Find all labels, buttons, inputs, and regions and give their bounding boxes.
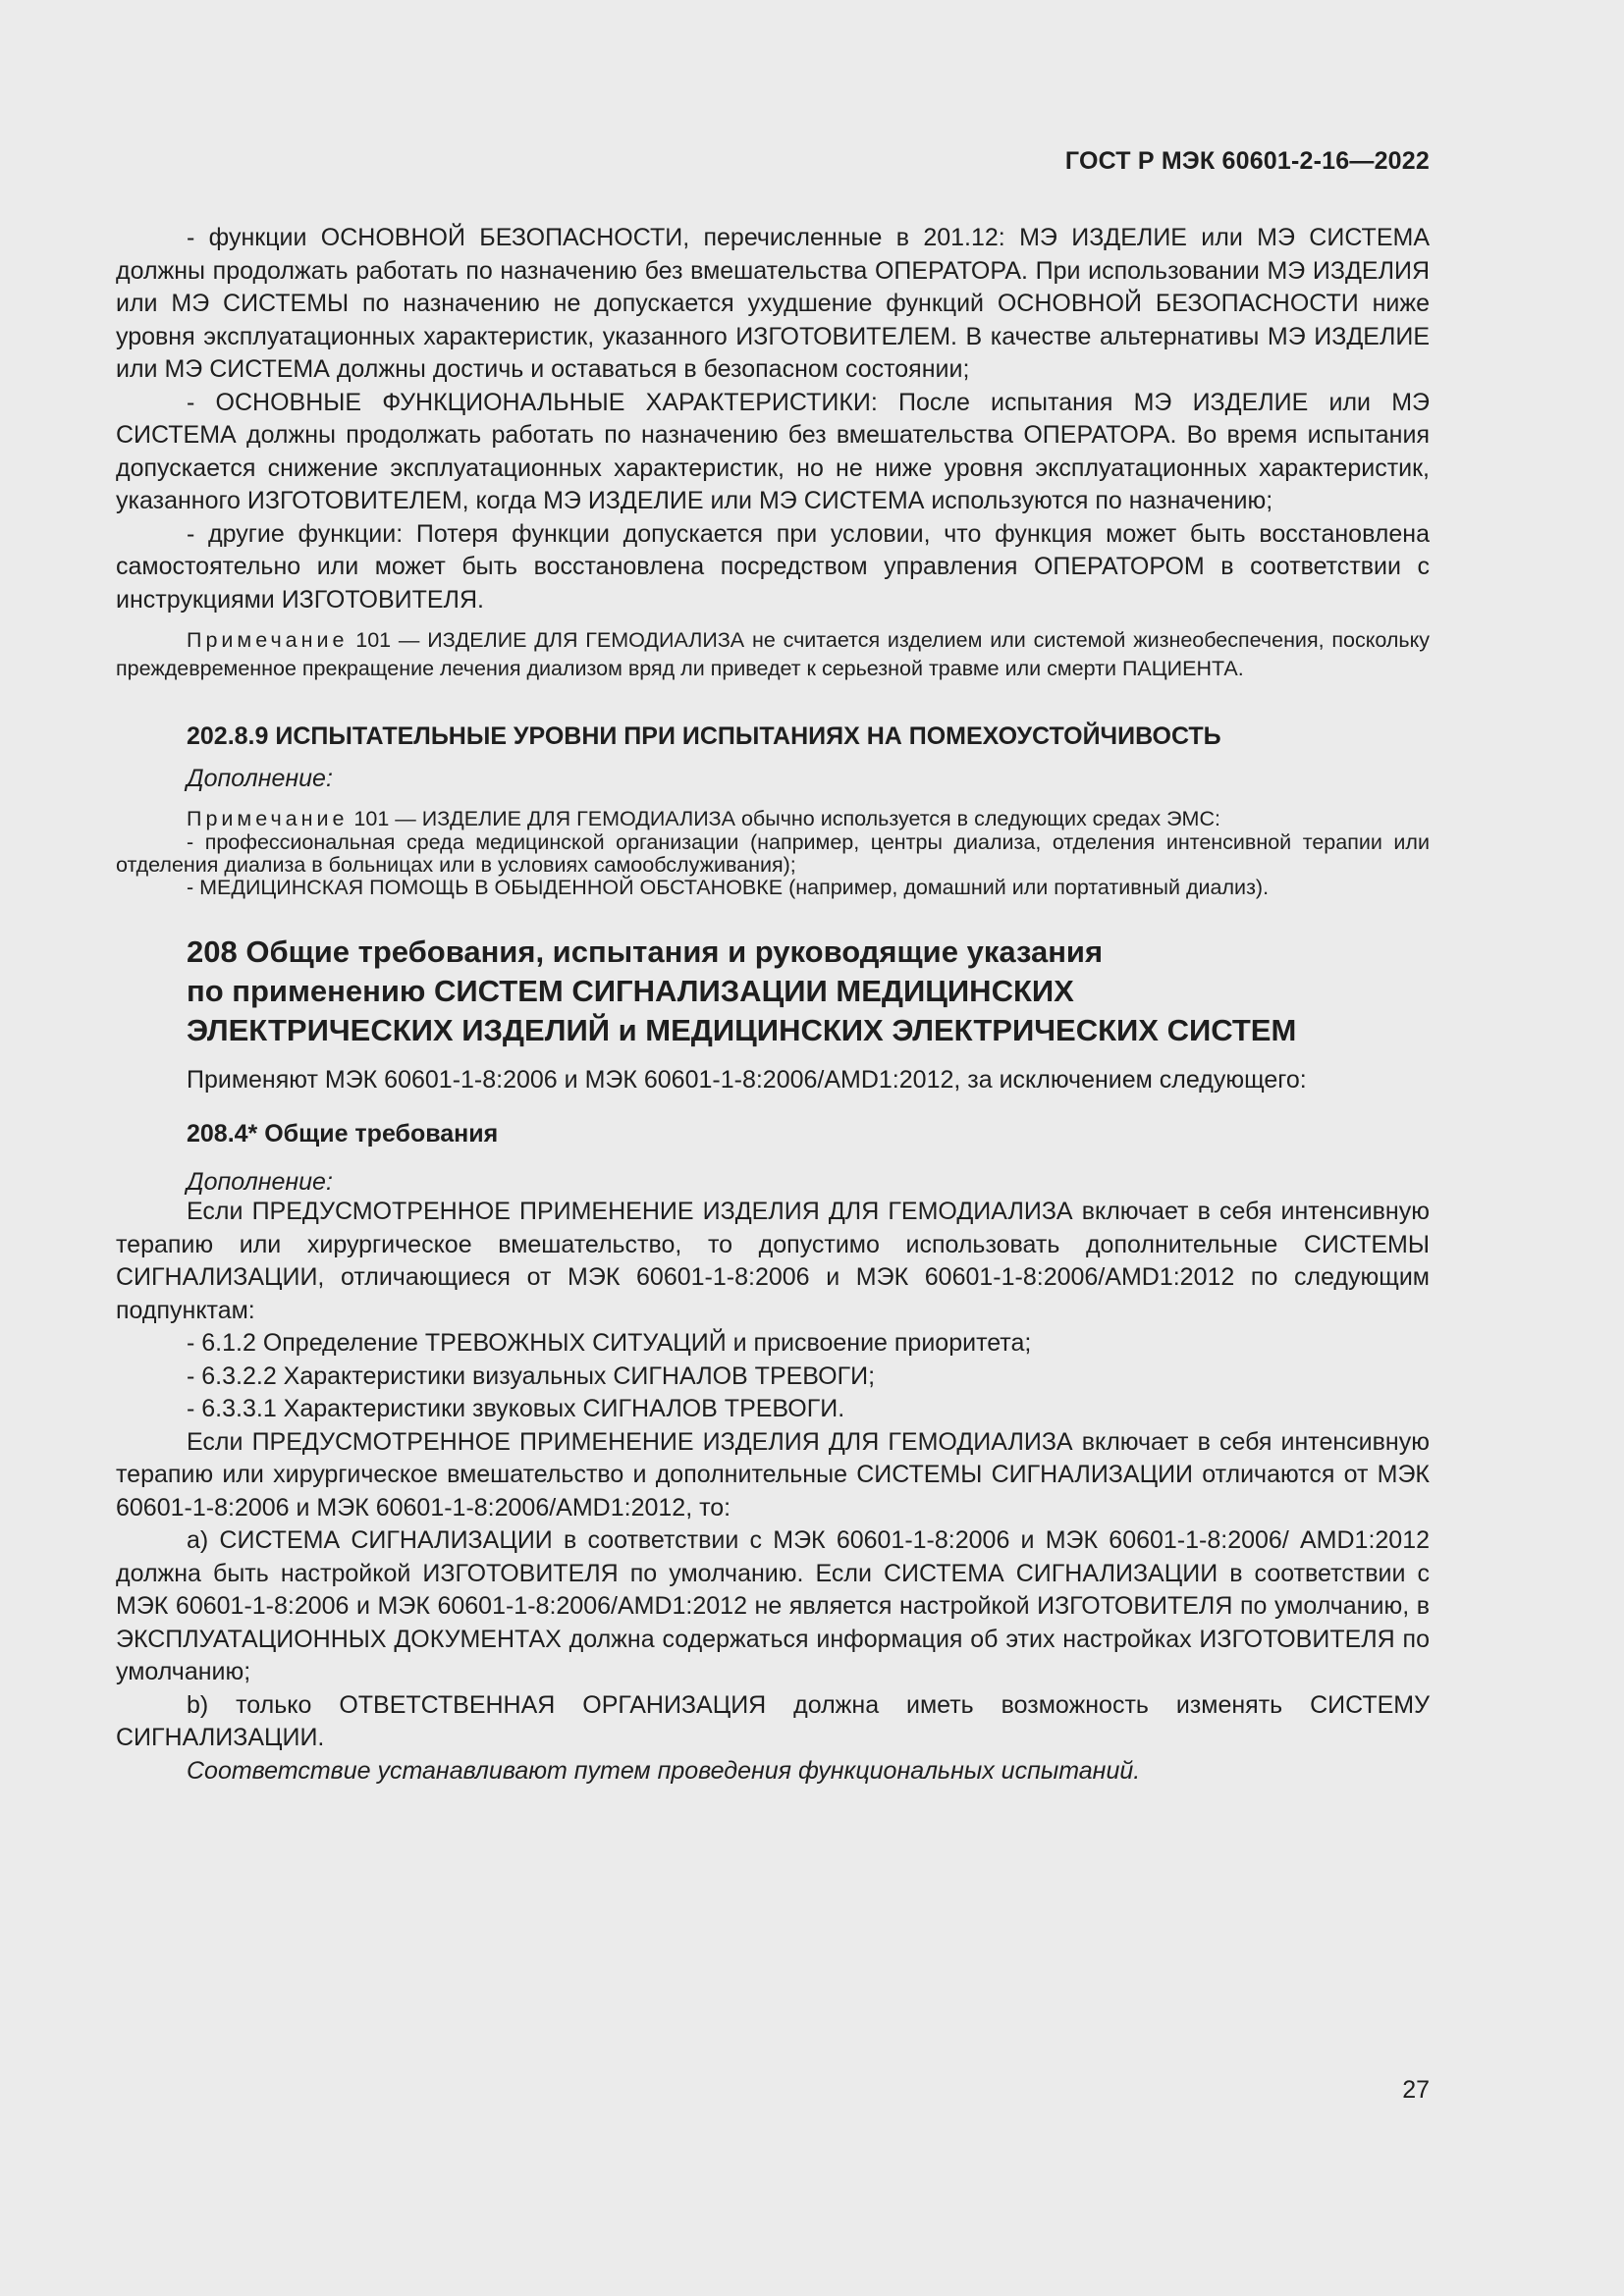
section-heading-208 (116, 933, 1430, 1050)
item-a: a) СИСТЕМА СИГНАЛИЗАЦИИ в соответствии с МЭК 60601-1-8:2006 и МЭК 60601-1-8:2006/ AMD1:2012 должна быть настройкой ИЗГОТОВИТЕЛЯ по умолчанию. Если СИСТЕМА СИГНАЛИЗАЦИИ в соответствии с МЭК 60601-1-8:2006 и МЭК 60601-1-8:2006/AMD1:2012 не является настройкой ИЗГОТОВИТЕЛЯ по умолчанию, в ЭКСПЛУАТАЦИОННЫХ ДОКУМЕНТАХ должна содержаться информация об этих настройках ИЗГОТОВИТЕЛЯ по умолчанию; (116, 1526, 1430, 1685)
item-b: b) только ОТВЕТСТВЕННАЯ ОРГАНИЗАЦИЯ должна иметь возможность изменять СИСТЕМУ СИГНАЛИЗАЦИИ. (116, 1690, 1430, 1751)
subsection-heading-208-4: 208.4* Общие требования (187, 1120, 499, 1148)
document-header: ГОСТ Р МЭК 60601-2-16—2022 (1064, 147, 1430, 175)
note-item-professional: - профессиональная среда медицинской организации (например, центры диализа, отделения интенсивной терапии или отделения диализа в больницах или в условиях самообслуживания); (116, 829, 1430, 877)
note-101-emc (116, 806, 1430, 831)
list-item-6-3-3-1: - 6.3.3.1 Характеристики звуковых СИГНАЛОВ ТРЕВОГИ. (187, 1395, 845, 1422)
paragraph-essential-performance: - ОСНОВНЫЕ ФУНКЦИОНАЛЬНЫЕ ХАРАКТЕРИСТИКИ: После испытания МЭ ИЗДЕЛИЕ или МЭ СИСТЕМА должны продолжать работать по назначению без вмешательства ОПЕРАТОРА. Во время испытания допускается снижение эксплуатационных характеристик, но не ниже уровня эксплуатационных характеристик, указанного ИЗГОТОВИТЕЛЕМ, когда МЭ ИЗДЕЛИЕ или МЭ СИСТЕМА используются по назначению; (116, 388, 1430, 514)
heading-208-line2: по применению СИСТЕМ СИГНАЛИЗАЦИИ МЕДИЦИНСКИХ (187, 973, 1074, 1008)
section-208-intro: Применяют МЭК 60601-1-8:2006 и МЭК 60601-1-8:2006/AMD1:2012, за исключением следующего: (187, 1065, 1307, 1094)
paragraph-basic-safety: - функции ОСНОВНОЙ БЕЗОПАСНОСТИ, перечисленные в 201.12: МЭ ИЗДЕЛИЕ или МЭ СИСТЕМА должны продолжать работать по назначению без вмешательства ОПЕРАТОРА. При использовании МЭ ИЗДЕЛИЯ или МЭ СИСТЕМЫ по назначению не допускается ухудшение функций ОСНОВНОЙ БЕЗОПАСНОСТИ ниже уровня эксплуатационных характеристик, указанного ИЗГОТОВИТЕЛЕМ. В качестве альтернативы МЭ ИЗДЕЛИЕ или МЭ СИСТЕМА должны достичь и оставаться в безопасном состоянии; (116, 224, 1430, 383)
note-text: 101 — ИЗДЕЛИЕ ДЛЯ ГЕМОДИАЛИЗА обычно используется в следующих средах ЭМС: (348, 806, 1220, 830)
addition-label: Дополнение: (187, 1168, 333, 1196)
note-label: Примечание (187, 806, 349, 830)
note-item-home: - МЕДИЦИНСКАЯ ПОМОЩЬ В ОБЫДЕННОЙ ОБСТАНОВКЕ (например, домашний или портативный диализ). (187, 875, 1270, 899)
heading-208-line3: ЭЛЕКТРИЧЕСКИХ ИЗДЕЛИЙ и МЕДИЦИНСКИХ ЭЛЕКТРИЧЕСКИХ СИСТЕМ (187, 1012, 1297, 1047)
heading-208-line1: 208 Общие требования, испытания и руководящие указания (187, 934, 1104, 969)
note-text: 101 — ИЗДЕЛИЕ ДЛЯ ГЕМОДИАЛИЗА не считается изделием или системой жизнеобеспечения, поскольку преждевременное прекращение лечения диализом вряд ли приведет к серьезной травме или смерти ПАЦИЕНТА. (116, 628, 1430, 680)
paragraph-other-functions: - другие функции: Потеря функции допускается при условии, что функция может быть восстановлена самостоятельно или может быть восстановлена посредством управления ОПЕРАТОРОМ в соответствии с инструкциями ИЗГОТОВИТЕЛЯ. (116, 519, 1430, 614)
list-item-6-1-2: - 6.1.2 Определение ТРЕВОЖНЫХ СИТУАЦИЙ и присвоение приоритета; (187, 1329, 1032, 1357)
list-item-6-3-2-2: - 6.3.2.2 Характеристики визуальных СИГНАЛОВ ТРЕВОГИ; (187, 1362, 876, 1390)
paragraph-intended-use-2: Если ПРЕДУСМОТРЕННОЕ ПРИМЕНЕНИЕ ИЗДЕЛИЯ ДЛЯ ГЕМОДИАЛИЗА включает в себя интенсивную терапию или хирургическое вмешательство и дополнительные СИСТЕМЫ СИГНАЛИЗАЦИИ отличаются от МЭК 60601-1-8:2006 и МЭК 60601-1-8:2006/AMD1:2012, то: (116, 1427, 1430, 1522)
page-content (116, 222, 1430, 1788)
paragraph-intended-use-1: Если ПРЕДУСМОТРЕННОЕ ПРИМЕНЕНИЕ ИЗДЕЛИЯ ДЛЯ ГЕМОДИАЛИЗА включает в себя интенсивную терапию или хирургическое вмешательство, то допустимо использовать дополнительные СИСТЕМЫ СИГНАЛИЗАЦИИ, отличающиеся от МЭК 60601-1-8:2006 и МЭК 60601-1-8:2006/AMD1:2012 по следующим подпунктам: (116, 1198, 1430, 1324)
note-label: Примечание (187, 628, 349, 652)
note-101-life-support (116, 626, 1430, 683)
section-heading-202-8-9: 202.8.9 ИСПЫТАТЕЛЬНЫЕ УРОВНИ ПРИ ИСПЫТАНИЯХ НА ПОМЕХОУСТОЙЧИВОСТЬ (187, 722, 1221, 750)
addition-label: Дополнение: (187, 765, 333, 792)
compliance-statement: Соответствие устанавливают путем проведения функциональных испытаний. (187, 1756, 1141, 1785)
page-number: 27 (1402, 2076, 1430, 2104)
